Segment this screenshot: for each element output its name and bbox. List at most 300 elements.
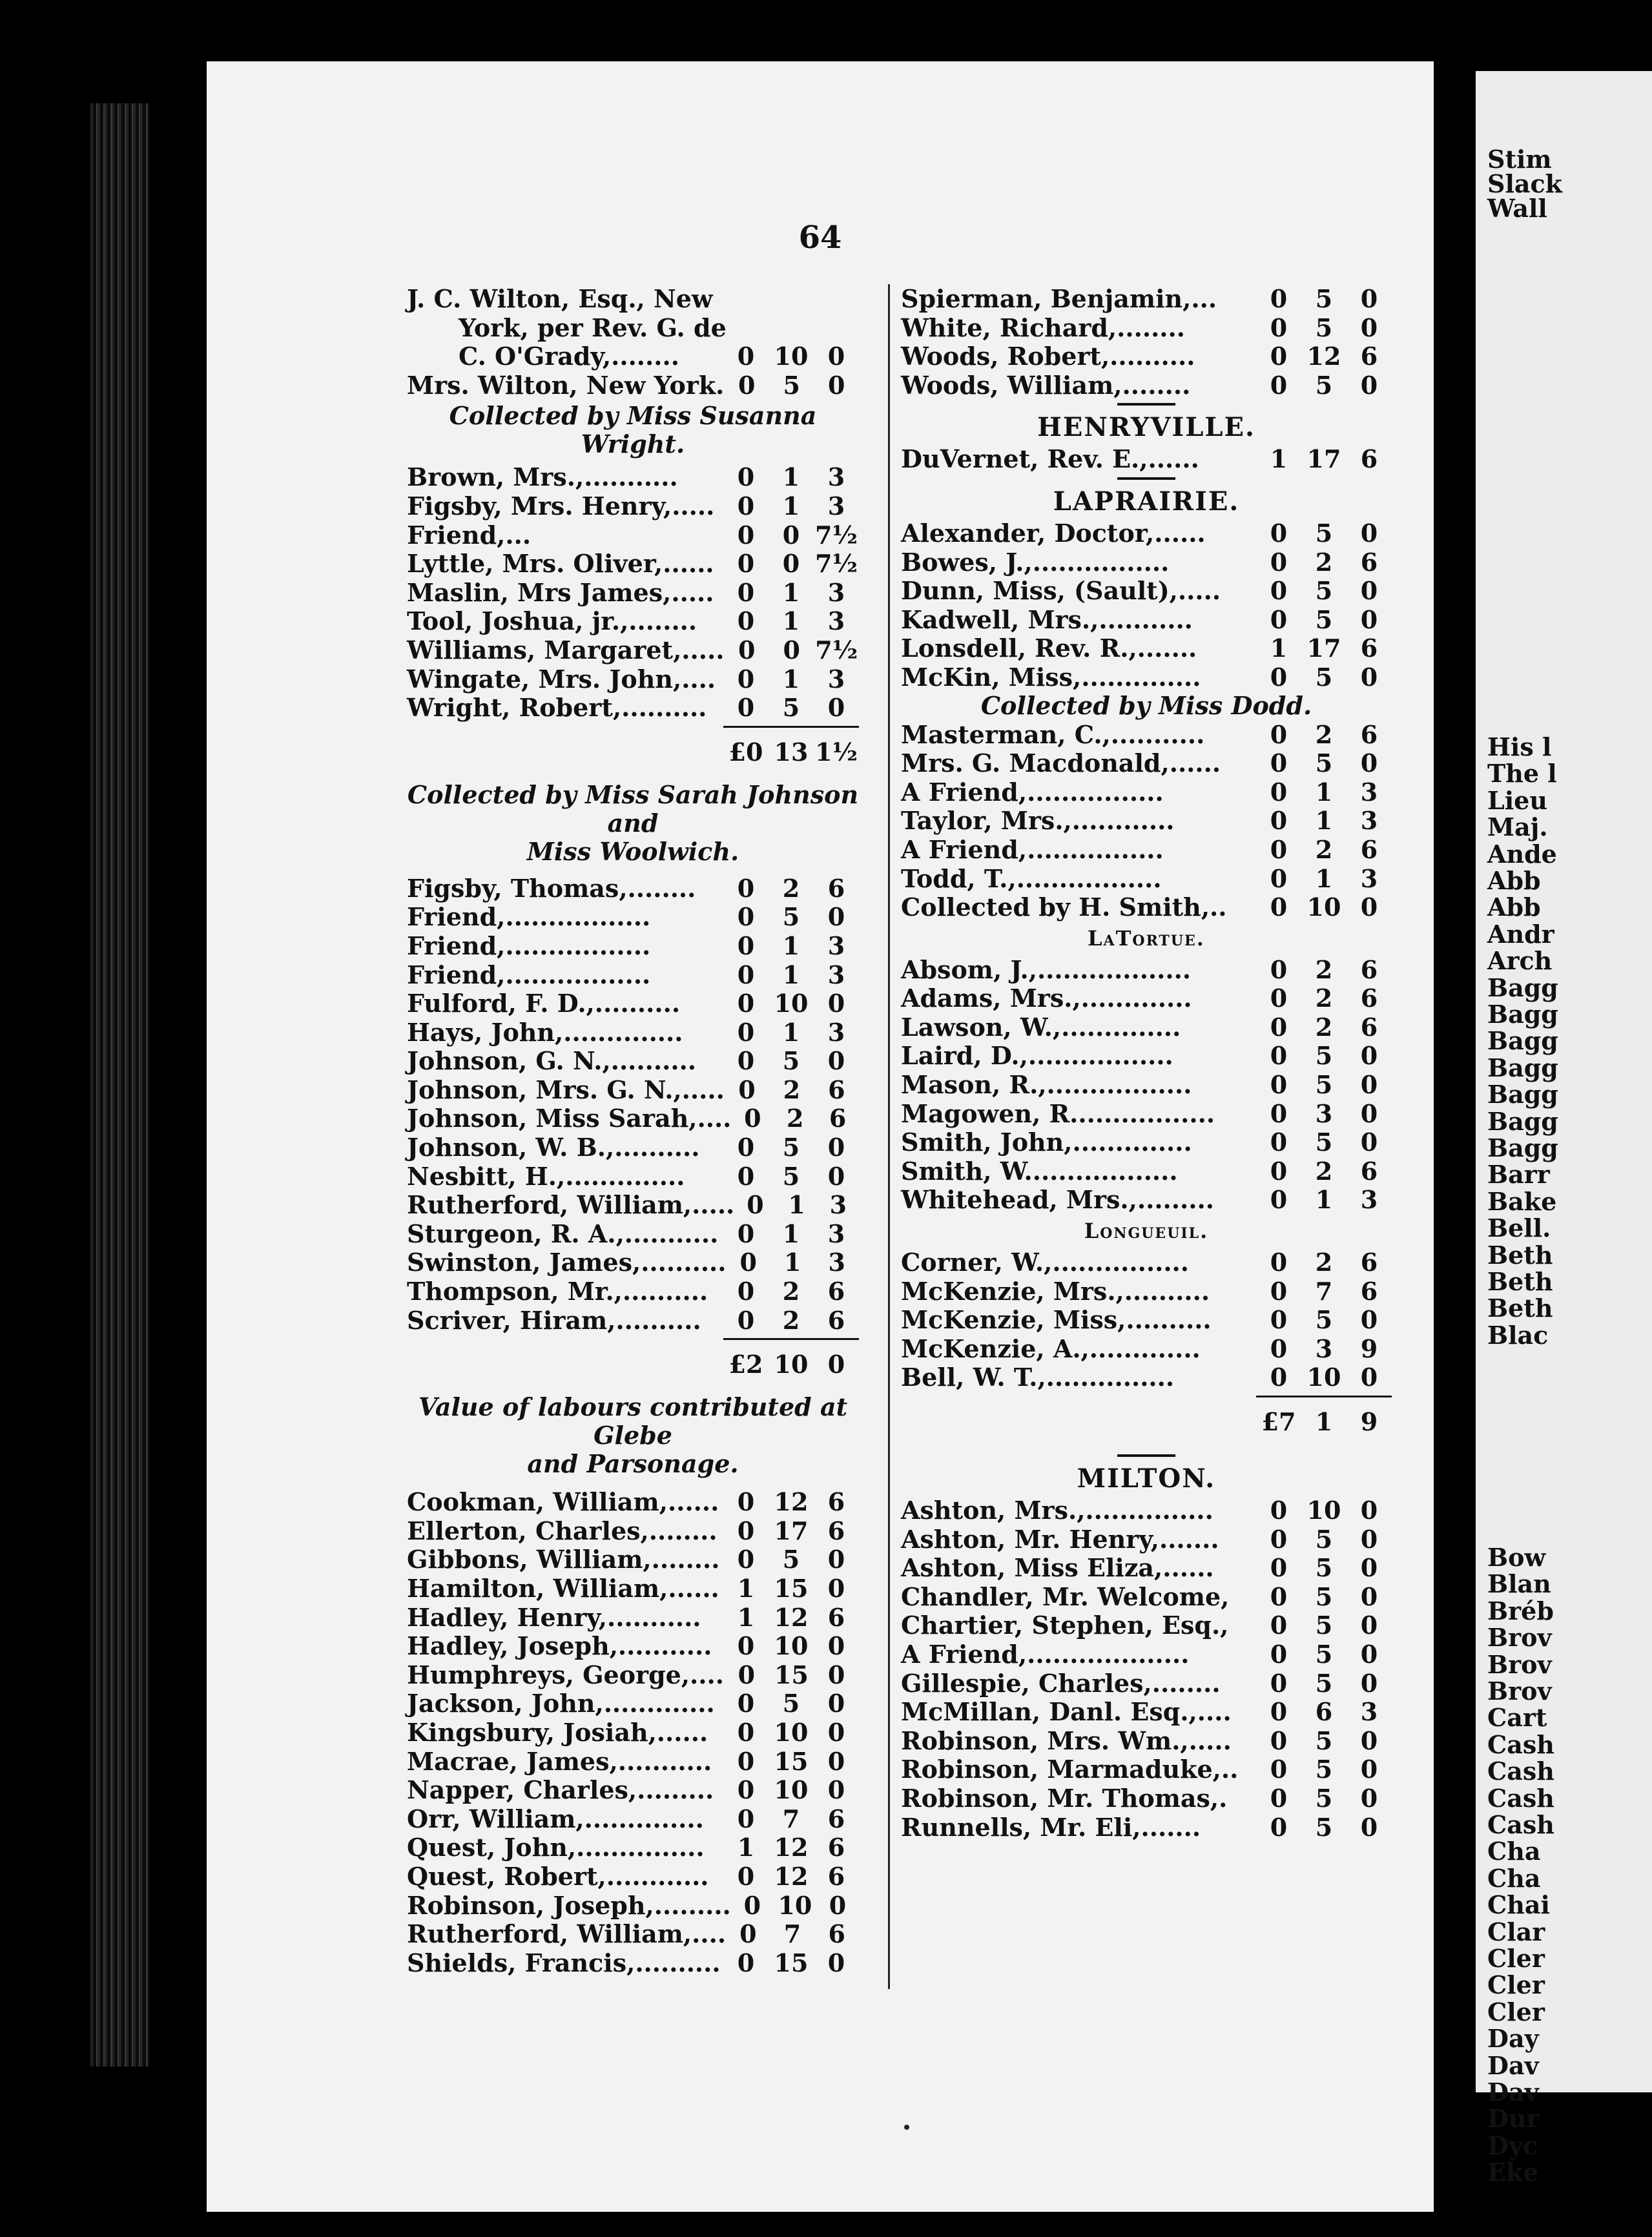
- milton-heading: MILTON.: [1077, 1463, 1216, 1494]
- facing-page-fragment: Cler: [1487, 1970, 1545, 2000]
- shillings: 5: [1315, 576, 1333, 606]
- pounds: 0: [739, 1919, 757, 1949]
- entry-name: Hadley, Henry,...........: [407, 1602, 701, 1632]
- list-item: [901, 1041, 1392, 1070]
- pence: 6: [1360, 444, 1378, 474]
- section-rule: [1117, 477, 1175, 480]
- shillings: 5: [1315, 1611, 1333, 1640]
- shillings: 5: [782, 902, 800, 932]
- entry-name: Chandler, Mr. Welcome,: [901, 1582, 1230, 1611]
- pence: 6: [827, 1305, 845, 1335]
- shillings: 5: [1315, 1783, 1333, 1813]
- pence: 0: [1360, 1496, 1378, 1525]
- list-item: [407, 1133, 859, 1162]
- entry-name: Masterman, C.,...........: [901, 719, 1205, 749]
- shillings: 1: [788, 1190, 805, 1220]
- labour-list: [407, 1487, 859, 1977]
- dodd-list: [901, 720, 1392, 922]
- list-item: [901, 1099, 1392, 1128]
- entry-name: Williams, Margaret,.....: [407, 635, 725, 665]
- list-item: [901, 1496, 1392, 1525]
- pounds: 0: [1270, 576, 1288, 606]
- labour-heading-1: Value of labours contributed at Glebe: [418, 1392, 848, 1450]
- list-item: [901, 1755, 1392, 1784]
- henryville-heading: HENRYVILLE.: [1037, 412, 1255, 443]
- pounds: 0: [1270, 518, 1288, 548]
- list-item: [407, 1833, 859, 1862]
- shillings: 2: [1315, 954, 1333, 984]
- pounds: 1: [1270, 634, 1288, 663]
- pence: 6: [827, 1602, 845, 1632]
- section-rule: [1117, 1454, 1175, 1457]
- pounds: 0: [1270, 284, 1288, 313]
- list-item: [901, 1305, 1392, 1334]
- wright-total: £0 13 1½: [728, 737, 858, 767]
- pence: 6: [1360, 547, 1378, 577]
- pounds: 0: [1270, 1611, 1288, 1640]
- shillings: 1: [782, 931, 800, 960]
- list-item: [901, 634, 1392, 663]
- list-item: [901, 1185, 1392, 1214]
- pounds: 0: [1270, 1128, 1288, 1157]
- list-item: [901, 1813, 1392, 1842]
- longueuil-heading: Longueuil.: [1084, 1219, 1209, 1244]
- entry-name: Dunn, Miss, (Sault),.....: [901, 576, 1221, 606]
- facing-page-fragment: Bagg: [1487, 973, 1558, 1002]
- list-item: [901, 576, 1392, 605]
- right-column: [901, 284, 1392, 1841]
- pence: 3: [827, 664, 845, 694]
- pence: 0: [1360, 1783, 1378, 1813]
- entry-name: Todd, T.,.................: [901, 863, 1162, 893]
- list-item: [407, 1747, 859, 1776]
- entry-name: Bowes, J.,................: [901, 547, 1170, 577]
- entry-name: Sturgeon, R. A.,...........: [407, 1219, 719, 1248]
- pounds: 0: [747, 1190, 764, 1220]
- entry-name: A Friend,................: [901, 777, 1164, 807]
- entry-name: Alexander, Doctor,......: [901, 518, 1206, 548]
- pence: 6: [1360, 719, 1378, 749]
- entry-name: Mason, R.,.................: [901, 1070, 1192, 1100]
- pounds: 0: [1270, 1098, 1288, 1128]
- pence: 0: [827, 1948, 845, 1977]
- top-list: [901, 284, 1392, 399]
- shillings: 10: [774, 342, 809, 371]
- pounds: 0: [1270, 1697, 1288, 1727]
- pence: 3: [827, 1017, 845, 1047]
- pounds: 0: [1270, 1553, 1288, 1583]
- list-item: [901, 1248, 1392, 1277]
- pence: 0: [827, 1717, 845, 1747]
- facing-page-fragment: Wall: [1487, 194, 1547, 223]
- pence: 3: [827, 931, 845, 960]
- list-item: [901, 1640, 1392, 1669]
- entry-name: Wingate, Mrs. John,....: [407, 664, 716, 694]
- pence: 6: [1360, 1248, 1378, 1277]
- facing-page-fragment: Cash: [1487, 1757, 1554, 1786]
- entry-name: Quest, Robert,............: [407, 1861, 709, 1891]
- shillings: 5: [1315, 313, 1333, 342]
- entry-name: Friend,.................: [407, 931, 651, 960]
- pence: 9: [1360, 1334, 1378, 1363]
- shillings: 2: [1315, 1012, 1333, 1042]
- entry-name: Hadley, Joseph,...........: [407, 1631, 712, 1661]
- list-item: [407, 1248, 859, 1277]
- latortue-heading: LaTortue.: [1088, 925, 1205, 951]
- shillings: 1: [782, 491, 800, 521]
- shillings: 1: [1315, 863, 1333, 893]
- list-item: [407, 1804, 859, 1833]
- list-item: [407, 549, 859, 578]
- pounds: 0: [737, 1277, 755, 1306]
- shillings: 17: [774, 1516, 809, 1545]
- list-item: [901, 1669, 1392, 1698]
- pence: 6: [1360, 342, 1378, 371]
- pence: 0: [1360, 1668, 1378, 1698]
- dodd-heading: Collected by Miss Dodd.: [980, 690, 1312, 720]
- pence: 0: [1360, 1611, 1378, 1640]
- entry-name: DuVernet, Rev. E.,......: [901, 444, 1199, 474]
- list-item: [407, 521, 859, 550]
- johnson-list: [407, 874, 859, 1335]
- pounds: 0: [737, 1516, 755, 1545]
- pence: 3: [827, 1219, 845, 1248]
- pence: 6: [1360, 954, 1378, 984]
- pence: 6: [827, 1804, 845, 1833]
- list-item: [407, 1891, 859, 1920]
- entry-name: Kingsbury, Josiah,......: [407, 1717, 708, 1747]
- pounds: 0: [737, 1804, 755, 1833]
- pounds: 0: [1270, 834, 1288, 864]
- pence: 7½: [814, 549, 858, 579]
- entry-name: Figsby, Mrs. Henry,.....: [407, 491, 715, 521]
- left-column: [407, 284, 859, 1977]
- list-item: [901, 1553, 1392, 1582]
- pence: 6: [827, 1861, 845, 1891]
- facing-page-fragment: Cler: [1487, 1997, 1545, 2026]
- list-item: [407, 1306, 859, 1335]
- shillings: 10: [774, 1717, 809, 1747]
- shillings: 10: [774, 989, 809, 1018]
- entry-name: Friend,.................: [407, 960, 651, 989]
- shillings: 2: [782, 1277, 800, 1306]
- list-item: [407, 1574, 859, 1603]
- pence: 3: [827, 606, 845, 636]
- pence: 6: [827, 873, 845, 903]
- shillings: 17: [1306, 444, 1341, 474]
- shillings: 12: [774, 1602, 809, 1632]
- pence: 0: [827, 1660, 845, 1689]
- pounds: 0: [737, 342, 755, 371]
- pence: 0: [1360, 1363, 1378, 1392]
- facing-page-fragment: Brov: [1487, 1649, 1552, 1679]
- pounds: 0: [1270, 370, 1288, 400]
- pounds: 0: [737, 1133, 755, 1162]
- entry-name: Mrs. G. Macdonald,......: [901, 748, 1221, 778]
- pence: 0: [1360, 604, 1378, 634]
- entry-name: Ashton, Mrs.,...............: [901, 1496, 1213, 1525]
- pence: 6: [1360, 1012, 1378, 1042]
- latortue-list: [901, 955, 1392, 1214]
- pence: 0: [1360, 1098, 1378, 1128]
- pence: 0: [827, 1689, 845, 1718]
- shillings: 2: [782, 873, 800, 903]
- pence: 3: [828, 1248, 845, 1277]
- entry-name: Runnells, Mr. Eli,.......: [901, 1812, 1201, 1842]
- entry-name: Wright, Robert,..........: [407, 693, 707, 723]
- labour-heading-2: and Parsonage.: [527, 1449, 739, 1479]
- facing-page-fragment: Bréb: [1487, 1596, 1554, 1625]
- pounds: 0: [1270, 1524, 1288, 1554]
- shillings: 10: [1306, 1363, 1341, 1392]
- list-item: [901, 864, 1392, 893]
- pence: 0: [827, 342, 845, 371]
- pounds: 0: [1270, 1726, 1288, 1755]
- list-item: [407, 1075, 859, 1104]
- shillings: 7: [783, 1919, 801, 1949]
- list-item: [407, 606, 859, 635]
- entry-name: Ellerton, Charles,........: [407, 1516, 718, 1545]
- laprairie-heading: LAPRAIRIE.: [1053, 486, 1240, 517]
- pence: 6: [827, 1516, 845, 1545]
- page-64: [207, 61, 1434, 2212]
- list-item: [901, 1157, 1392, 1186]
- facing-page-fragment: Arch: [1487, 946, 1553, 976]
- list-item: [407, 1277, 859, 1306]
- pence: 0: [827, 1775, 845, 1805]
- facing-page-fragment: Bow: [1487, 1543, 1546, 1572]
- entry-name: Hays, John,..............: [407, 1017, 683, 1047]
- pence: 0: [827, 1046, 845, 1076]
- facing-page-fragment: Slack: [1487, 169, 1562, 198]
- pence: 6: [828, 1075, 845, 1104]
- pence: 6: [827, 1277, 845, 1306]
- shillings: 15: [774, 1574, 809, 1603]
- shillings: 1: [1315, 1185, 1333, 1215]
- facing-page-fragment: Brov: [1487, 1623, 1552, 1653]
- shillings: 5: [1315, 518, 1333, 548]
- pounds: 0: [1270, 1334, 1288, 1363]
- list-item: [407, 1545, 859, 1574]
- shillings: 2: [1315, 834, 1333, 864]
- list-item: [901, 1128, 1392, 1157]
- longueuil-total: £7 1 9: [1261, 1407, 1378, 1436]
- entry-name: McKenzie, Miss,..........: [901, 1305, 1212, 1335]
- pence: 0: [1360, 1755, 1378, 1784]
- shillings: 3: [1315, 1098, 1333, 1128]
- entry-name: Gibbons, William,........: [407, 1545, 720, 1574]
- pounds: 0: [737, 664, 755, 694]
- pounds: 0: [737, 1017, 755, 1047]
- shillings: 12: [1306, 342, 1341, 371]
- entry-name: Napper, Charles,.........: [407, 1775, 714, 1805]
- pounds: 0: [737, 1219, 755, 1248]
- entry-name: Lonsdell, Rev. R.,.......: [901, 634, 1197, 663]
- list-item: [901, 548, 1392, 577]
- entry-name: A Friend,................: [901, 834, 1164, 864]
- johnson-heading-2: Miss Woolwich.: [526, 836, 739, 866]
- shillings: 1: [782, 1219, 800, 1248]
- shillings: 5: [1315, 1755, 1333, 1784]
- pounds: 0: [737, 1161, 755, 1191]
- list-item: [407, 1631, 859, 1660]
- shillings: 5: [1315, 1726, 1333, 1755]
- pence: 6: [1360, 1156, 1378, 1186]
- list-item: [901, 720, 1392, 749]
- entry-name: Gillespie, Charles,........: [901, 1668, 1221, 1698]
- pence: 7½: [815, 635, 858, 665]
- list-item: [407, 1516, 859, 1545]
- pounds: 0: [737, 693, 755, 723]
- pence: 6: [828, 1919, 845, 1949]
- facing-page-fragment: Cha: [1487, 1863, 1541, 1893]
- pounds: 0: [1270, 1668, 1288, 1698]
- pounds: 1: [737, 1833, 755, 1862]
- list-item: [407, 1689, 859, 1718]
- pounds: 0: [1270, 892, 1288, 922]
- pence: 0: [827, 989, 845, 1018]
- pounds: 0: [737, 960, 755, 989]
- facing-page-fragment: Day: [1487, 2024, 1539, 2054]
- list-item: [901, 1697, 1392, 1726]
- list-item: [407, 1046, 859, 1075]
- shillings: 0: [782, 549, 800, 579]
- shillings: 5: [1315, 370, 1333, 400]
- list-item: [901, 1013, 1392, 1042]
- shillings: 5: [782, 1161, 800, 1191]
- list-item: [407, 1219, 859, 1248]
- facing-page-fragment: Maj.: [1487, 812, 1548, 842]
- pounds: 0: [737, 549, 755, 579]
- facing-page-fragment: Andr: [1487, 919, 1554, 949]
- entry-name: Figsby, Thomas,........: [407, 873, 696, 903]
- facing-page-fragment: Beth: [1487, 1240, 1553, 1270]
- shillings: 2: [1315, 547, 1333, 577]
- facing-page-fragment: Bagg: [1487, 1053, 1558, 1082]
- list-item: [901, 444, 1392, 473]
- list-item: [407, 1660, 859, 1689]
- entry-name: McKenzie, A.,.............: [901, 1334, 1201, 1363]
- pence: 0: [1360, 518, 1378, 548]
- list-item: [901, 1525, 1392, 1554]
- shillings: 10: [774, 1775, 809, 1805]
- shillings: 1: [782, 664, 800, 694]
- facing-page-fragment: Bell.: [1487, 1213, 1551, 1243]
- shillings: 5: [1315, 1812, 1333, 1842]
- pounds: 0: [1270, 604, 1288, 634]
- list-item: [901, 1363, 1392, 1392]
- pounds: 0: [1270, 1070, 1288, 1100]
- list-item: [407, 989, 859, 1018]
- shillings: 5: [782, 1545, 800, 1574]
- entry-name: Ashton, Miss Eliza,......: [901, 1553, 1214, 1583]
- pence: 0: [1360, 1639, 1378, 1669]
- pence: 0: [1360, 576, 1378, 606]
- shillings: 1: [782, 1017, 800, 1047]
- pence: 0: [1360, 1041, 1378, 1071]
- entry-name: Robinson, Mr. Thomas,.: [901, 1783, 1228, 1813]
- pounds: 0: [737, 462, 755, 492]
- list-item: [901, 519, 1392, 548]
- pence: 0: [1360, 284, 1378, 313]
- shillings: 1: [1315, 777, 1333, 807]
- facing-page-fragment: Blac: [1487, 1320, 1549, 1350]
- shillings: 15: [774, 1746, 809, 1776]
- pounds: 0: [737, 873, 755, 903]
- facing-page-fragment: Bake: [1487, 1186, 1557, 1216]
- list-item: [407, 1718, 859, 1747]
- list-item: [901, 778, 1392, 807]
- entry-name: Spierman, Benjamin,...: [901, 284, 1217, 313]
- entry-name: Woods, Robert,..........: [901, 342, 1195, 371]
- list-item: [901, 284, 1392, 313]
- list-item: [407, 1603, 859, 1632]
- shillings: 0: [782, 520, 800, 550]
- shillings: 10: [774, 1631, 809, 1661]
- facing-page-fragment: Cart: [1487, 1703, 1547, 1733]
- pounds: 0: [739, 1248, 757, 1277]
- shillings: 5: [1315, 284, 1333, 313]
- pence: 3: [827, 491, 845, 521]
- wilton-entry-line2: York, per Rev. G. de: [459, 313, 727, 342]
- list-item: [901, 663, 1392, 692]
- pence: 6: [829, 1104, 847, 1133]
- facing-page-fragment: His l: [1487, 732, 1552, 761]
- list-item: [407, 462, 859, 491]
- facing-page-fragment: Abb: [1487, 892, 1541, 922]
- pounds: 0: [738, 1660, 756, 1689]
- facing-page-fragment: Blan: [1487, 1569, 1551, 1599]
- entry-name: McKenzie, Mrs.,..........: [901, 1276, 1210, 1306]
- facing-page-fragment: Cash: [1487, 1810, 1554, 1839]
- pounds: 0: [737, 1545, 755, 1574]
- shillings: 2: [1315, 1156, 1333, 1186]
- entry-name: Absom, J.,..................: [901, 954, 1192, 984]
- shillings: 5: [782, 1689, 800, 1718]
- entry-name: Rutherford, William,.....: [407, 1190, 735, 1220]
- entry-name: Thompson, Mr.,..........: [407, 1277, 708, 1306]
- list-item: [901, 1726, 1392, 1755]
- entry-name: Laird, D.,.................: [901, 1041, 1173, 1071]
- pence: 0: [1360, 1524, 1378, 1554]
- facing-page-fragment: Cha: [1487, 1837, 1541, 1866]
- facing-page-fragment: Bagg: [1487, 1133, 1558, 1162]
- facing-page-fragment: Stim: [1487, 145, 1552, 174]
- pounds: 0: [1270, 1363, 1288, 1392]
- pounds: 0: [1270, 1248, 1288, 1277]
- pence: 0: [827, 1631, 845, 1661]
- list-item: [407, 1104, 859, 1133]
- list-item: [901, 605, 1392, 634]
- pounds: 0: [1270, 984, 1288, 1013]
- shillings: 3: [1315, 1334, 1333, 1363]
- wright-heading: Collected by Miss Susanna Wright.: [449, 401, 817, 459]
- shillings: 5: [1315, 1582, 1333, 1611]
- pence: 0: [827, 693, 845, 723]
- pence: 3: [1360, 777, 1378, 807]
- pounds: 0: [1270, 342, 1288, 371]
- pounds: 0: [1270, 777, 1288, 807]
- entry-name: Scriver, Hiram,..........: [407, 1305, 701, 1335]
- pounds: 0: [1270, 1639, 1288, 1669]
- facing-page-fragment: Clar: [1487, 1917, 1545, 1946]
- entry-name: Lawson, W.,..............: [901, 1012, 1181, 1042]
- list-item: [901, 1334, 1392, 1363]
- section-rule: [1117, 403, 1175, 406]
- wright-list: [407, 462, 859, 721]
- wilton-entry-line1: J. C. Wilton, Esq., New: [407, 284, 713, 313]
- pounds: 0: [1270, 863, 1288, 893]
